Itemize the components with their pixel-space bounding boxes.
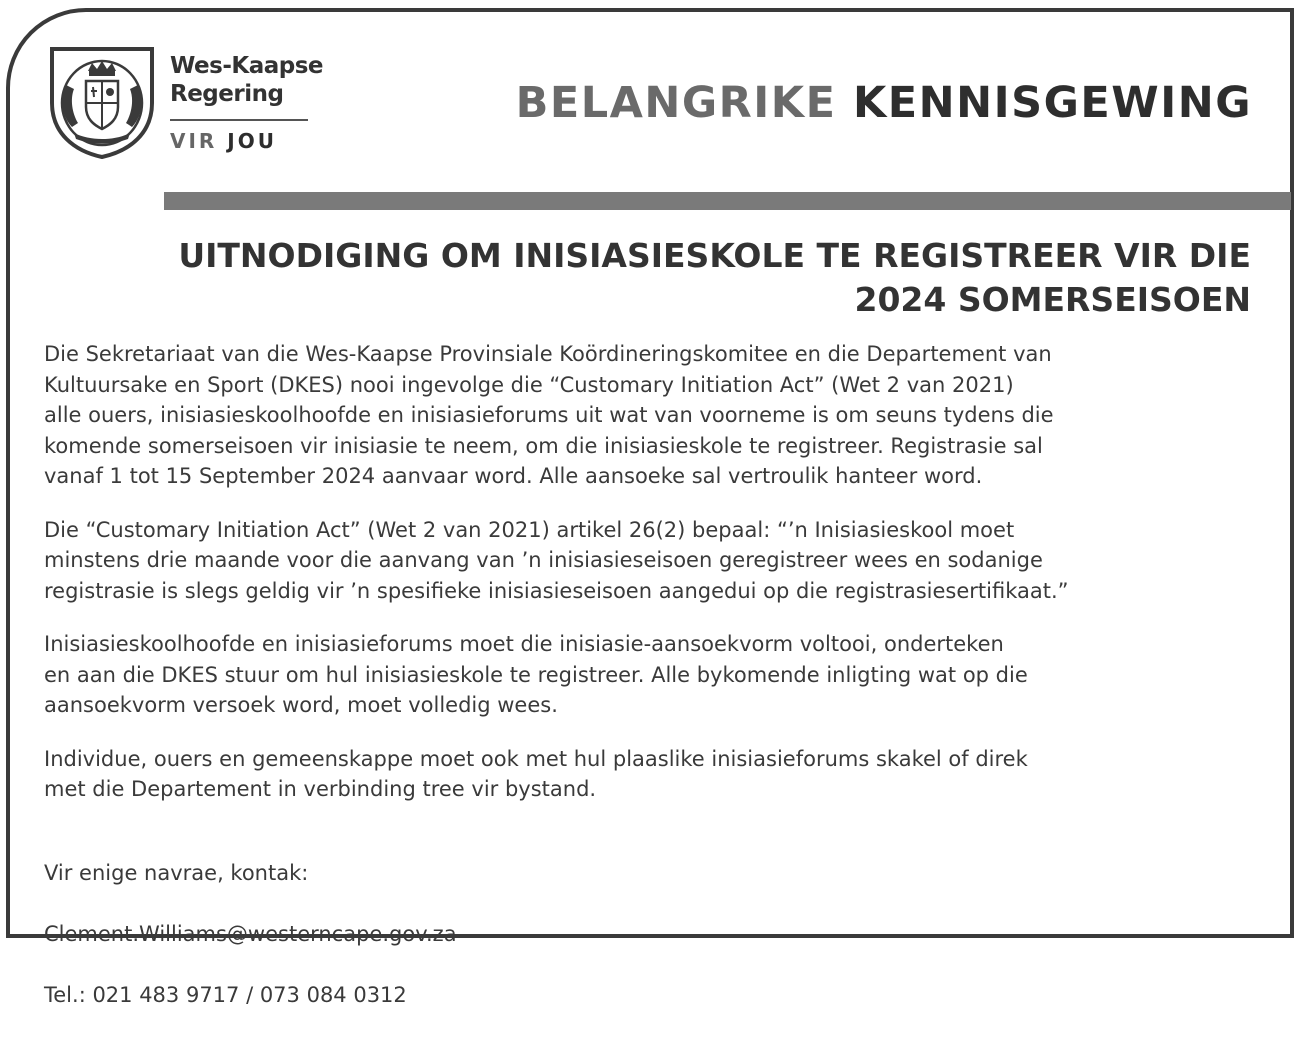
logo-tagline-part1: VIR bbox=[170, 129, 217, 153]
logo-tagline bbox=[170, 129, 323, 153]
notice-title-line1: UITNODIGING OM INISIASIESKOLE TE REGISTREER VIR DIE bbox=[44, 234, 1251, 278]
notice-title bbox=[44, 234, 1251, 322]
logo-divider bbox=[170, 119, 308, 121]
contact-phone: Tel.: 021 483 9717 / 073 084 0312 bbox=[44, 980, 1254, 1011]
headline-part1: BELANGRIKE bbox=[516, 78, 837, 128]
notice-paragraph: Individue, ouers en gemeenskappe moet ook met hul plaaslike inisiasieforums skakel of direk met die Departement in verbinding tree vir bystand. bbox=[44, 744, 1254, 805]
notice-paragraph: Die Sekretariaat van die Wes-Kaapse Provinsiale Koördineringskomitee en die Departement van Kultuursake en Sport (DKES) nooi ingevolge die “Customary Initiation Act” (Wet 2 van 2021) alle ouers, inisiasieskoolhoofde en inisiasieforums uit wat van voorneme is om seuns tydens die komende somerseisoen vir inisiasie te neem, om die inisiasieskole te registreer. Registrasie sal vanaf 1 tot 15 September 2024 aanvaar word. Alle aansoeke sal vertroulik hanteer word. bbox=[44, 339, 1254, 492]
contact-label: Vir enige navrae, kontak: bbox=[44, 858, 1254, 889]
logo-org-line1: Wes-Kaapse bbox=[170, 52, 323, 80]
logo-tagline-part2: JOU bbox=[227, 129, 277, 153]
page-headline bbox=[516, 78, 1252, 128]
coat-of-arms-icon bbox=[46, 45, 158, 159]
notice-paragraph: Die “Customary Initiation Act” (Wet 2 van 2021) artikel 26(2) bepaal: “’n Inisiasieskool moet minstens drie maande voor die aanvang van ’n inisiasieseisoen geregistreer wees en sodanige registrasie is slegs geldig vir ’n spesifieke inisiasieseisoen aangedui op die registrasiesertifikaat.” bbox=[44, 515, 1254, 607]
header-rule bbox=[164, 192, 1291, 210]
notice-paragraph: Inisiasieskoolhoofde en inisiasieforums moet die inisiasie-aansoekvorm voltooi, onderteken en aan die DKES stuur om hul inisiasieskole te registreer. Alle bykomende inligting wat op die aansoekvorm versoek word, moet volledig wees. bbox=[44, 629, 1254, 721]
logo-org-line2: Regering bbox=[170, 80, 323, 108]
contact-email[interactable]: Clement.Williams@westerncape.gov.za bbox=[44, 919, 1254, 950]
contact-block bbox=[44, 828, 1254, 1041]
logo-wordmark bbox=[170, 52, 323, 153]
headline-part2: KENNISGEWING bbox=[853, 78, 1252, 128]
notice-body bbox=[44, 339, 1254, 1041]
notice-title-line2: 2024 SOMERSEISOEN bbox=[44, 278, 1251, 322]
